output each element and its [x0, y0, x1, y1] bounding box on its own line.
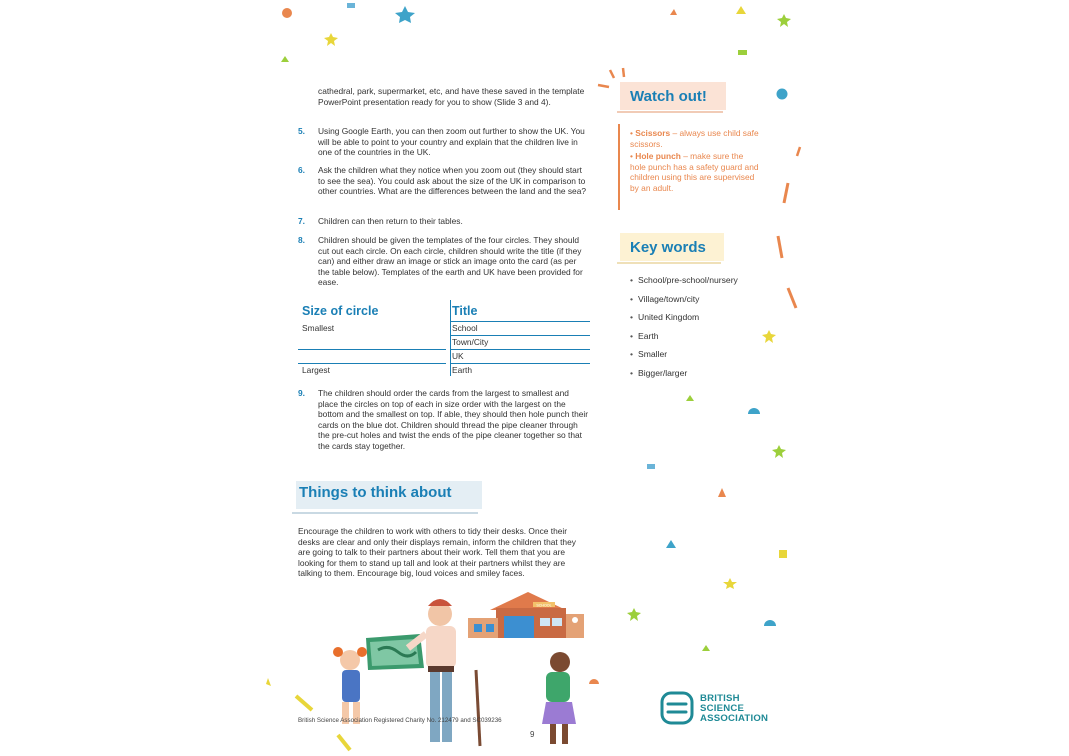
watch-out-item: • Hole punch – make sure the hole punch has a safety guard and children using this are supervised by an adult. — [630, 151, 759, 193]
step-number: 8. — [298, 235, 305, 245]
charity-text: British Science Association Registered Charity No. 212479 and SC039236 — [298, 717, 502, 724]
watch-out-text: – make sure the hole punch has a safety guard and children using this are supervised by an adult. — [630, 151, 759, 193]
step-number: 7. — [298, 216, 305, 226]
key-word-item: • Smaller — [630, 349, 667, 359]
step-text: The children should order the cards from the largest to smallest and place the circles on top of each in size order with the largest on the bottom and the smallest on top. If able, they should then hole punch their cards on the blue dot. Children should thread the pipe cleaner through the pre-cut holes and twist the ends of the pipe cleaner together so that the cards stay together. — [318, 388, 589, 451]
logo-line: ASSOCIATION — [700, 713, 769, 724]
page-number: 9 — [530, 730, 535, 739]
step-number: 9. — [298, 388, 305, 398]
watch-out-item: • Scissors – always use child safe scissors. — [630, 128, 759, 149]
key-word-item: • Bigger/larger — [630, 368, 687, 378]
logo-line: SCIENCE — [700, 703, 745, 714]
step-number: 6. — [298, 165, 305, 175]
table-cell: Town/City — [452, 337, 489, 347]
things-heading: Things to think about — [299, 484, 452, 501]
key-word-item: • United Kingdom — [630, 312, 699, 322]
logo-line: BRITISH — [700, 693, 740, 704]
things-text: Encourage the children to work with others to tidy their desks. Once their desks are clear and only their displays remain, inform the children that they are going to talk to their partners about their work. Tell them that you are looking for them to stand up tall and look at their partners whilst they are talking to them. Encourage big, loud voices and smiley faces. — [298, 526, 576, 579]
steps-intro: cathedral, park, supermarket, etc, and have these saved in the template PowerPoint presentation ready for you to show (Slide 3 and 4). — [318, 86, 585, 107]
table-header-title: Title — [452, 304, 478, 318]
table-cell: Largest — [302, 365, 330, 375]
table-cell: School — [452, 323, 478, 333]
table-cell: Smallest — [302, 323, 335, 333]
step-text: Using Google Earth, you can then zoom out further to show the UK. You will be able to point to your country and explain that the children live in one of the countries in the UK. — [318, 126, 585, 158]
step-text: Children should be given the templates of the four circles. They should cut out each circle. On each circle, children should write the title (if they can) and either draw an image or stick an image onto the card (as per the table below). Templates of the earth and UK have been provided for ease. — [318, 235, 583, 288]
watch-out-label: Hole punch — [635, 151, 681, 161]
step-text: Children can then return to their tables. — [318, 216, 463, 226]
table-cell: UK — [452, 351, 464, 361]
school-sign: SCHOOL — [536, 603, 552, 608]
watch-out-text: – always use child safe scissors. — [630, 128, 759, 149]
table-header-size: Size of circle — [302, 304, 379, 318]
key-word-item: • School/pre-school/nursery — [630, 275, 738, 285]
key-words-heading: Key words — [630, 239, 706, 256]
key-word-item: • Earth — [630, 331, 659, 341]
watch-out-heading: Watch out! — [630, 88, 707, 105]
step-text: Ask the children what they notice when you zoom out (they should start to see the sea). You could ask about the size of the UK in comparison to other countries. What are the differences between the land and the sea? — [318, 165, 587, 197]
key-word-item: • Village/town/city — [630, 294, 699, 304]
table-cell: Earth — [452, 365, 473, 375]
watch-out-label: Scissors — [635, 128, 671, 138]
step-number: 5. — [298, 126, 305, 136]
